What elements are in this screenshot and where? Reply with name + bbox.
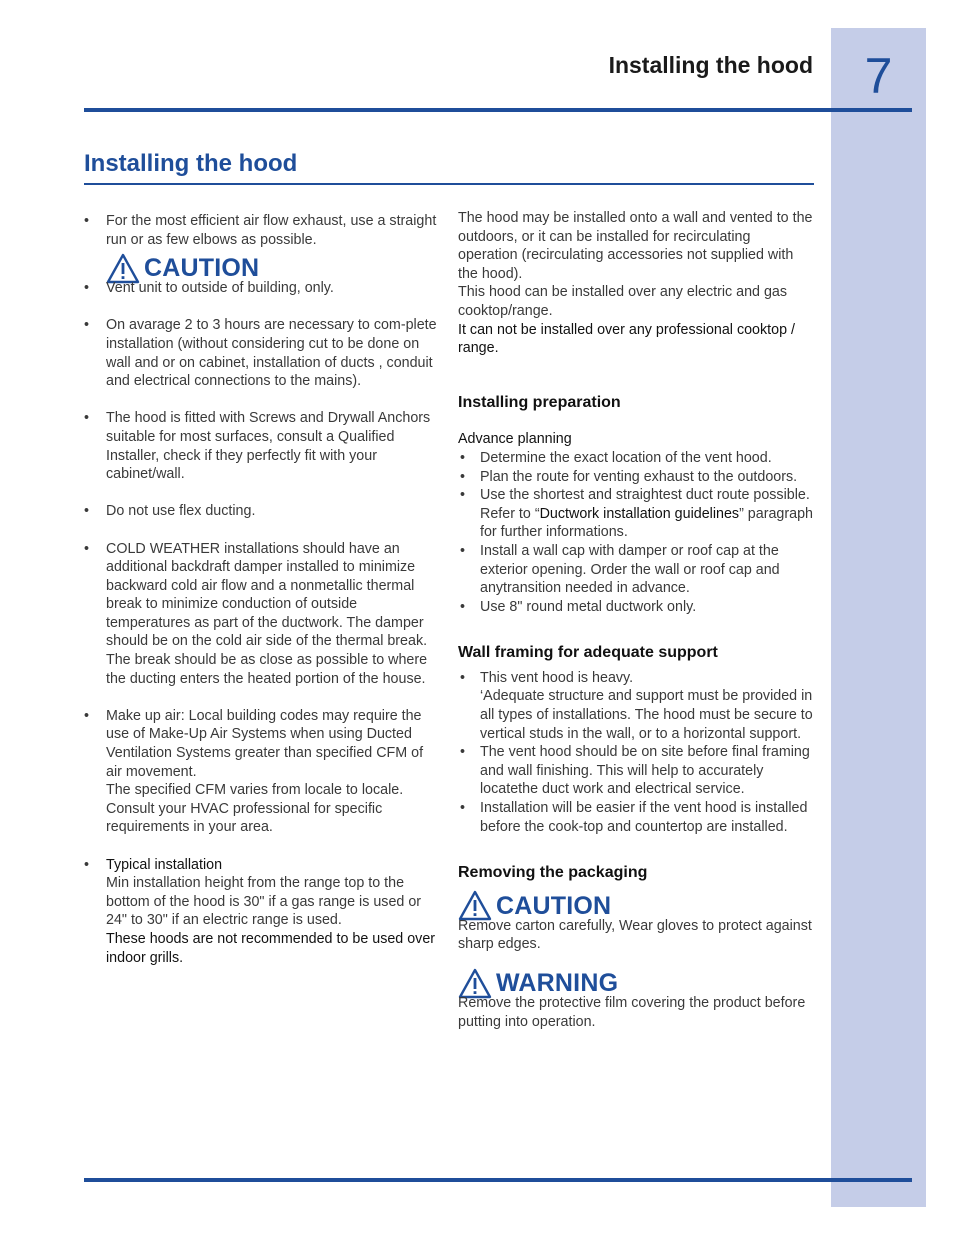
ductwork-guidelines-reference: Ductwork installation guidelines bbox=[539, 505, 740, 522]
advance-planning-label: Advance planning bbox=[458, 431, 572, 448]
warning-text: Remove the protective film covering the product before putting into operation. bbox=[458, 995, 806, 1030]
section-rule bbox=[84, 183, 814, 185]
list-item: • The vent hood should be on site before final framing and wall finishing. This will help to accurately locatethe duct work and electrical service. bbox=[458, 743, 814, 799]
removing-packaging-heading: Removing the packaging bbox=[458, 864, 648, 882]
intro-paragraph: This hood can be installed over any electric and gas cooktop/range. bbox=[458, 284, 788, 319]
caution-label: CAUTION bbox=[496, 891, 612, 920]
professional-note: It can not be installed over any professional cooktop / range. bbox=[458, 321, 795, 357]
typical-installation-title: • Typical installation bbox=[106, 856, 223, 873]
list-item: • Make up air: Local building codes may require the use of Make-Up Air Systems when using Ducted Ventilation Systems greater than specified CFM of air movement. The specified CFM varies from locale to locale. Consult your HVAC professional for specific requirements in your area. bbox=[84, 707, 440, 837]
header-rule bbox=[84, 108, 912, 112]
page-number: 7 bbox=[864, 48, 893, 104]
installing-preparation-heading: Installing preparation bbox=[458, 393, 621, 411]
list-item: • Do not use flex ducting. bbox=[84, 502, 440, 521]
list-item: • Plan the route for venting exhaust to the outdoors. bbox=[458, 468, 814, 487]
side-band bbox=[831, 28, 926, 1207]
caution-text: • Vent unit to outside of building, only. bbox=[84, 279, 440, 298]
caution-label: CAUTION bbox=[144, 253, 260, 282]
header-title: Installing the hood bbox=[608, 52, 813, 78]
list-item: • This vent hood is heavy. ‘Adequate structure and support must be provided in all types of installations. The hood must be secure to vertical studs in the wall, or to a horizontal support. bbox=[458, 669, 814, 743]
right-column bbox=[458, 209, 814, 1031]
list-item: • Use 8" round metal ductwork only. bbox=[458, 598, 814, 617]
list-item: • On avarage 2 to 3 hours are necessary to com-plete installation (without considering cut to be done on wall and or on cabinet, installation of ducts , conduit and electrical connections to the mains). bbox=[84, 316, 440, 390]
left-column bbox=[84, 212, 440, 967]
intro-paragraph: The hood may be installed onto a wall and vented to the outdoors, or it can be installed for recirculating operation (recirculating accessories not supplied with the hood). bbox=[458, 210, 813, 282]
section-title: Installing the hood bbox=[84, 150, 298, 177]
grill-note: These hoods are not recommended to be used over indoor grills. bbox=[106, 930, 436, 966]
wall-framing-heading: Wall framing for adequate support bbox=[458, 644, 718, 662]
list-item: • Use the shortest and straightest duct route possible. Refer to “Ductwork installation guidelines” paragraph for further informations. bbox=[458, 486, 814, 542]
caution-text: Remove carton carefully, Wear gloves to protect against sharp edges. bbox=[458, 917, 812, 953]
list-item: • The hood is fitted with Screws and Drywall Anchors suitable for most surfaces, consult a Qualified Installer, check if they perfectly fit with your cabinet/wall. bbox=[84, 409, 440, 483]
footer-rule bbox=[84, 1178, 912, 1182]
list-item: • Install a wall cap with damper or roof cap at the exterior opening. Order the wall or roof cap and anytransition needed in advance. bbox=[458, 542, 814, 598]
warning-label: WARNING bbox=[496, 968, 619, 997]
list-item: • Installation will be easier if the vent hood is installed before the cook-top and countertop are installed. bbox=[458, 799, 814, 836]
list-item: • COLD WEATHER installations should have an additional backdraft damper installed to minimize backward cold air flow and a nonmetallic thermal break to minimize conduction of outside temperatures as part of the ductwork. The damper should be on the cold air side of the thermal break. The break should be as close as possible to where the ducting enters the heated portion of the house. bbox=[84, 540, 440, 689]
list-item: • For the most efficient air flow exhaust, use a straight run or as few elbows as possible. bbox=[84, 212, 440, 249]
list-item: • Typical installation Min installation height from the range top to the bottom of the hood is 30" if a gas range is used or 24" to 30" if an electric range is used. These hoods are not recommended to be used over indoor grills. bbox=[84, 856, 440, 968]
list-item: • Determine the exact location of the vent hood. bbox=[458, 449, 814, 468]
